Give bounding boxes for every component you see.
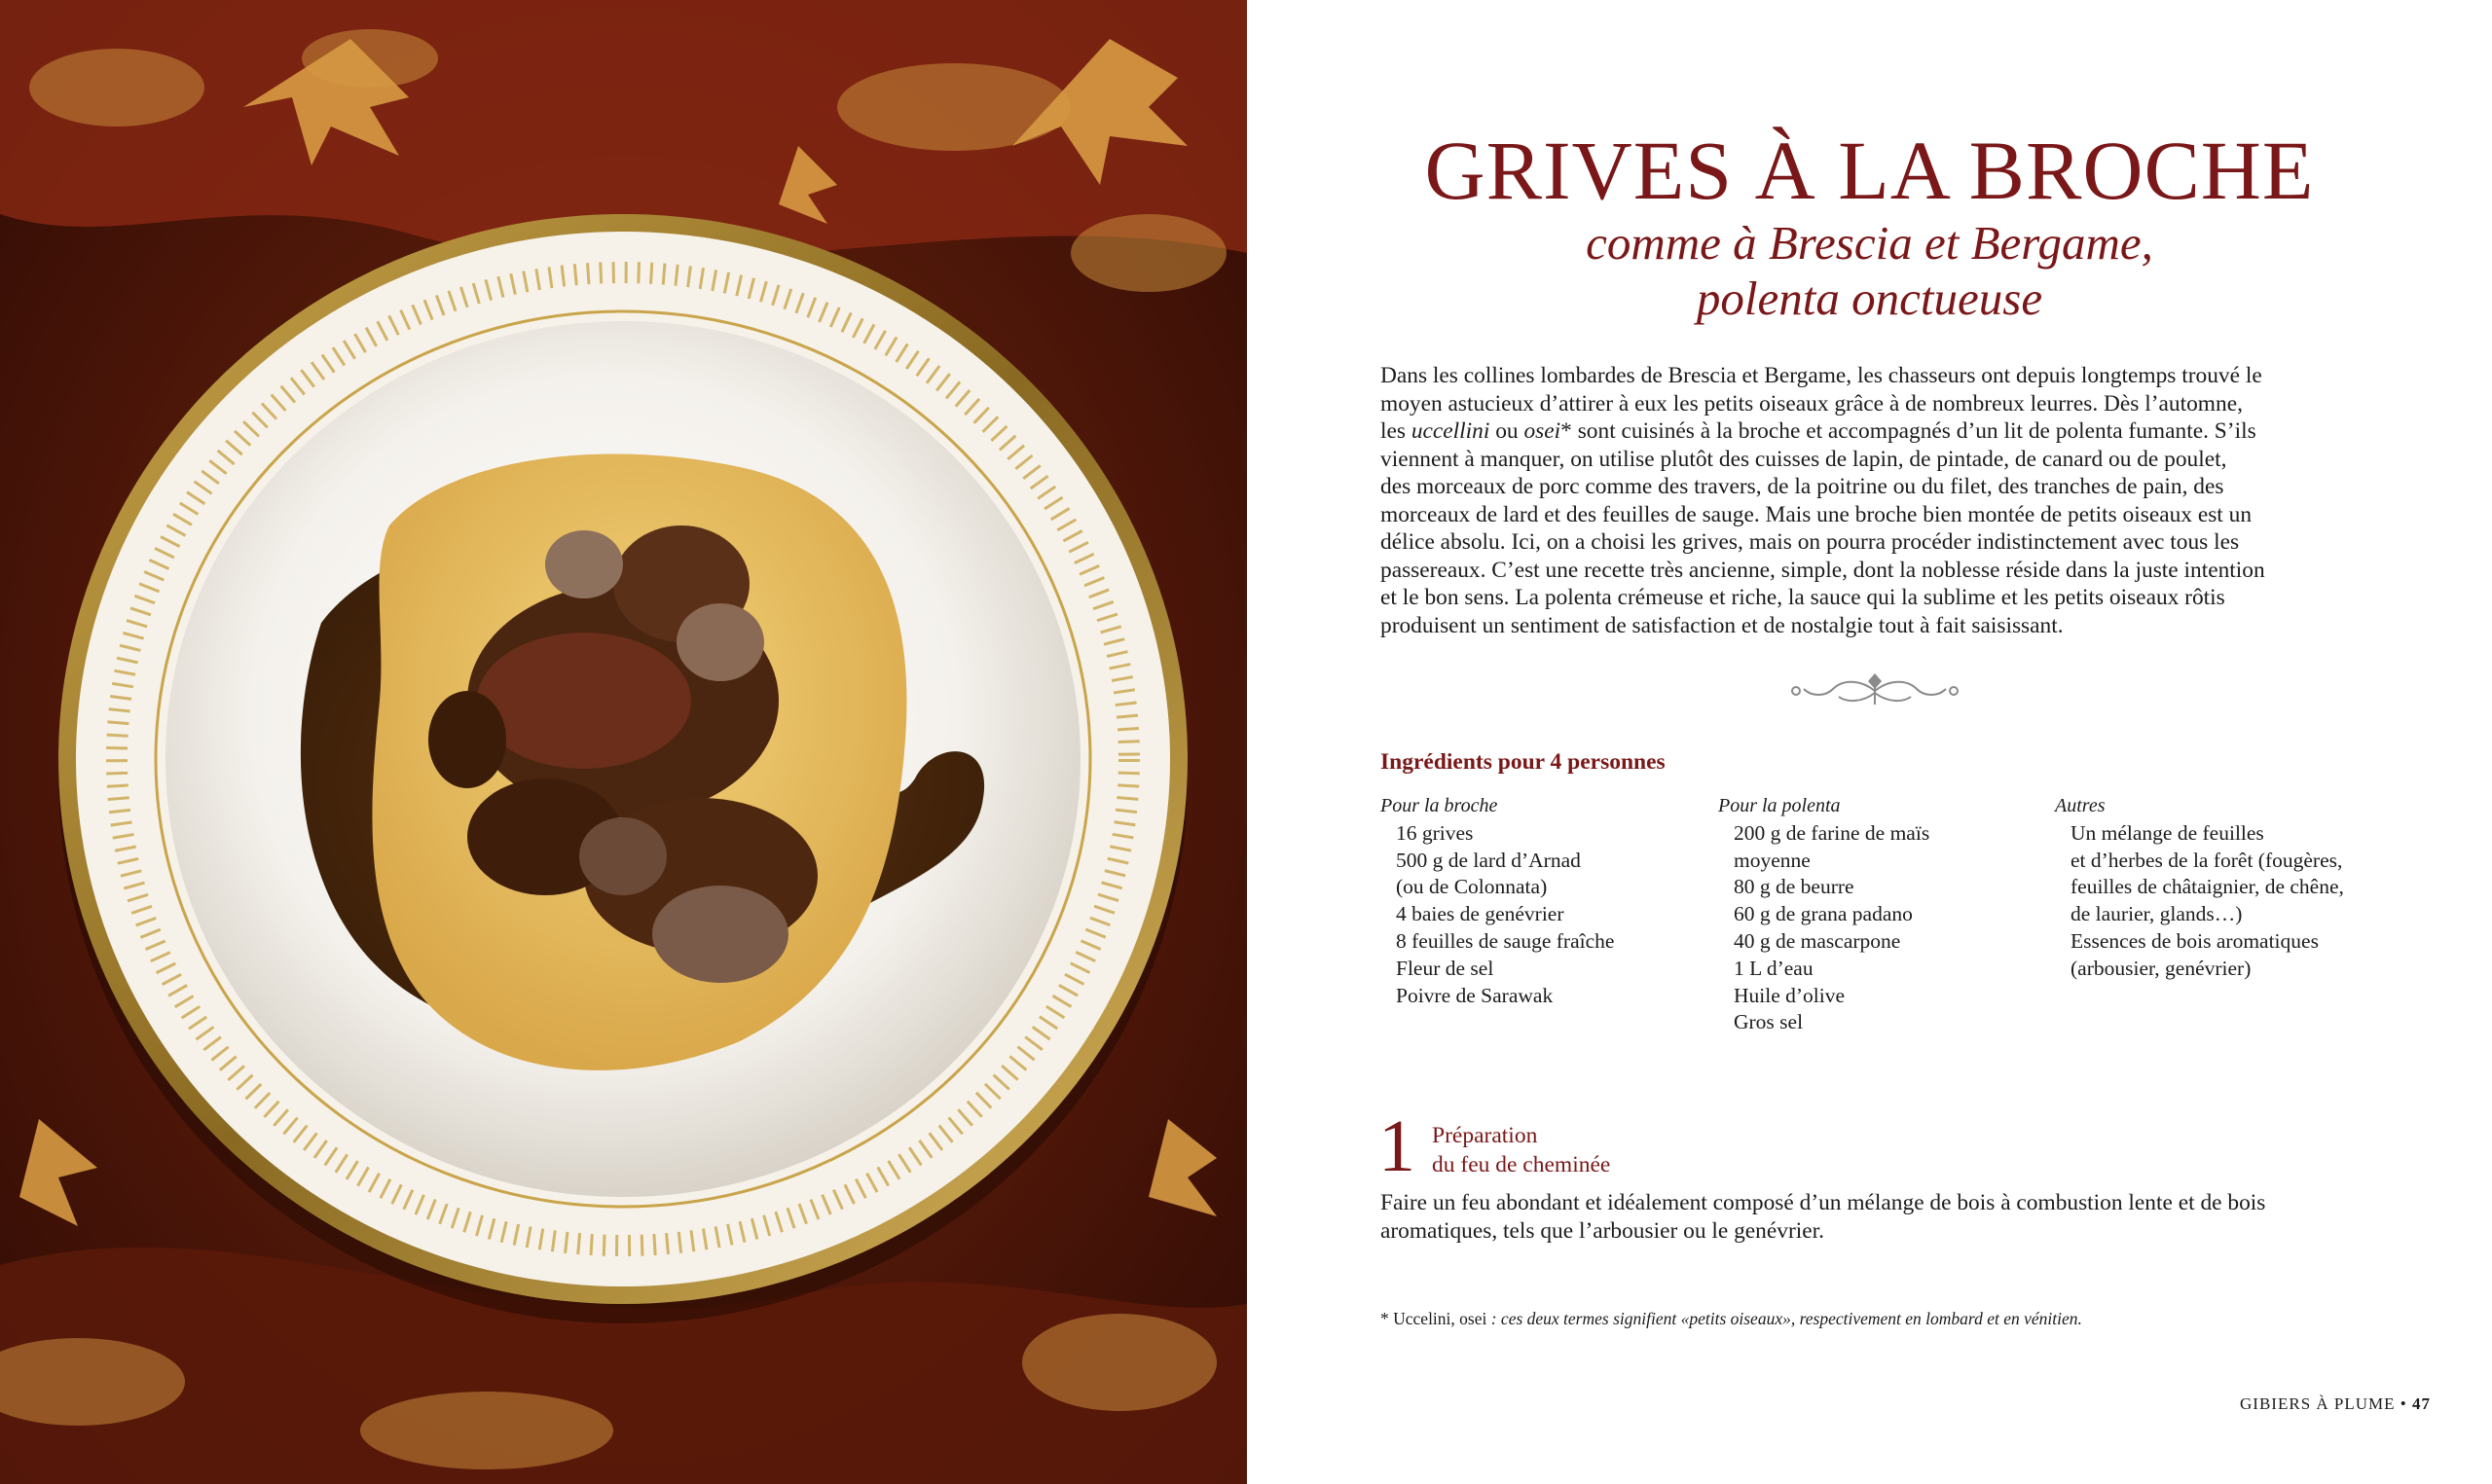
ingredient-item: Un mélange de feuilles (2071, 820, 2264, 845)
section-name: GIBIERS À PLUME (2240, 1394, 2396, 1413)
italic-term: osei (1523, 418, 1561, 444)
ingredient-item: Essences de bois aromatiques (2071, 928, 2319, 953)
recipe-page (1247, 0, 2492, 1484)
ingredients-column-polenta (1718, 793, 1929, 1036)
ingredient-item: 200 g de farine de maïs (1734, 820, 1930, 845)
page-number: 47 (2412, 1394, 2431, 1413)
footnote (1380, 1309, 2082, 1329)
page-folio (2240, 1394, 2431, 1414)
ingredient-item: 16 grives (1396, 820, 1474, 845)
ornament-divider-icon (1782, 671, 1967, 710)
ingredient-item: 4 baies de genévrier (1396, 902, 1564, 926)
intro-line: viennent à manquer, on utilise plutôt des cuisses de lapin, de pintade, de canard ou de poulet, (1380, 446, 2227, 472)
intro-line: et le bon sens. La polenta crémeuse et riche, la sauce qui la sublime et les petits oiseaux rôtis (1380, 585, 2225, 610)
step-number: 1 (1378, 1105, 1415, 1187)
ingredient-item: 60 g de grana padano (1734, 902, 1913, 926)
ingredient-item: (ou de Colonnata) (1396, 875, 1548, 899)
ingredient-item: et d’herbes de la forêt (fougères, (2071, 848, 2343, 872)
step-text-line: aromatiques, tels que l’arbousier ou le genévrier. (1380, 1217, 1824, 1244)
intro-line: délice absolu. Ici, on a choisi les grives, mais on pourra procéder indistinctement avec tous les (1380, 529, 2240, 555)
ingredients-column-autres (2055, 793, 2344, 983)
intro-line (1380, 417, 2354, 446)
ingredient-item: Huile d’olive (1734, 983, 1846, 1007)
intro-line: des morceaux de porc comme des travers, de la poitrine ou du filet, des tranches de pain, des (1380, 474, 2224, 499)
ingredient-item: de laurier, glands…) (2071, 902, 2243, 926)
recipe-subtitle-line-2: polenta onctueuse (1696, 271, 2043, 325)
italic-term: uccellini (1411, 418, 1490, 444)
intro-line: passereaux. C’est une recette très ancienne, simple, dont la noblesse réside dans la juste intention (1380, 557, 2265, 583)
intro-line: morceaux de lard et des feuilles de sauge. Mais une broche bien montée de petits oiseaux est un (1380, 501, 2253, 527)
ingredient-item: Fleur de sel (1396, 956, 1494, 980)
footnote-terms: * Uccelini, osei (1380, 1309, 1487, 1328)
ingredients-column-head: Pour la polenta (1718, 795, 1841, 816)
recipe-title: GRIVES À LA BROCHE (1424, 124, 2315, 217)
step-text (1380, 1189, 2364, 1245)
intro-line: produisent un sentiment de satisfaction et de nostalgie tout à fait saisissant. (1380, 612, 2064, 638)
ingredient-item: Gros sel (1734, 1010, 1804, 1034)
ingredients-column-broche (1380, 793, 1614, 1009)
footnote-explanation: : ces deux termes signifient «petits oiseaux», respectivement en lombard et en vénitien. (1486, 1309, 2082, 1328)
ingredient-item: feuilles de châtaignier, de chêne, (2071, 875, 2344, 899)
ingredient-item: Poivre de Sarawak (1396, 983, 1554, 1007)
step-title-line: Préparation (1432, 1123, 1538, 1148)
ingredient-item: 1 L d’eau (1734, 956, 1814, 980)
intro-line: Dans les collines lombardes de Brescia et Bergame, les chasseurs ont depuis longtemps trouvé le (1380, 363, 2262, 388)
ingredient-item: 500 g de lard d’Arnad (1396, 848, 1581, 872)
ingredients-column-head: Pour la broche (1380, 795, 1498, 816)
folio-bullet: • (2400, 1394, 2407, 1413)
step-title (1432, 1121, 1610, 1179)
ingredient-item: 8 feuilles de sauge fraîche (1396, 928, 1615, 953)
ingredients-heading: Ingrédients pour 4 personnes (1380, 749, 1666, 775)
intro-paragraph (1380, 362, 2354, 639)
ingredient-item: moyenne (1734, 848, 1811, 872)
ingredient-item: (arbousier, genévrier) (2071, 956, 2252, 980)
ingredient-item: 40 g de mascarpone (1734, 928, 1901, 953)
intro-text: * sont cuisinés à la broche et accompagnés d’un lit de polenta fumante. S’ils (1560, 418, 2256, 444)
ingredients-column-head: Autres (2055, 795, 2106, 816)
intro-line: moyen astucieux d’attirer à eux les petits oiseaux grâce à de nombreux leurres. Dès l’automne, (1380, 390, 2243, 416)
intro-text: ou (1489, 418, 1524, 444)
step-title-line: du feu de cheminée (1432, 1152, 1611, 1177)
step-text-line: Faire un feu abondant et idéalement composé d’un mélange de bois à combustion lente et de bois (1380, 1190, 2266, 1215)
intro-text: les (1380, 418, 1411, 444)
recipe-subtitle-line-1: comme à Brescia et Bergame, (1586, 216, 2153, 270)
ingredient-item: 80 g de beurre (1734, 875, 1854, 899)
